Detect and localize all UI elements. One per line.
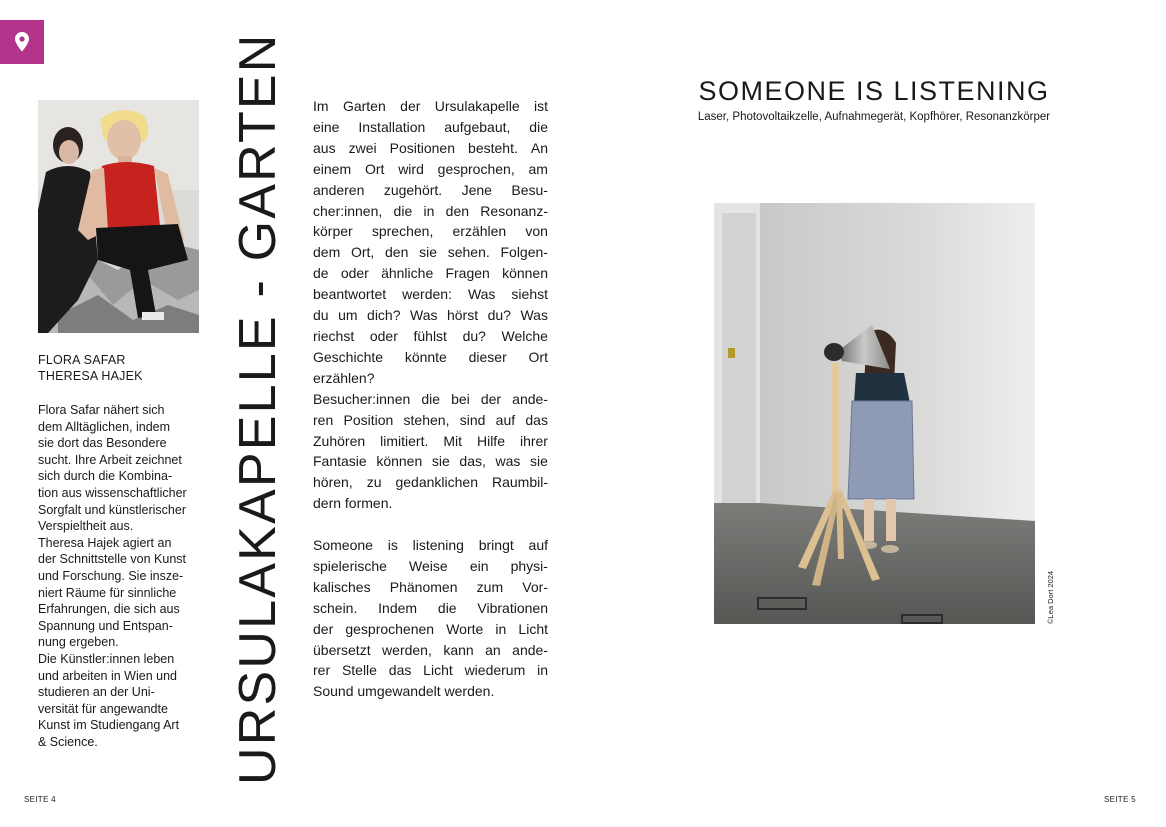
text-line: aus zwei Positionen besteht. An — [313, 139, 548, 156]
bio-line: der Schnittstelle von Kunst — [38, 552, 186, 567]
location-marker — [0, 20, 44, 64]
text-line: übersetzt werden, kann an ande- — [313, 641, 548, 658]
artists-bio — [38, 402, 210, 750]
text-line: dem Ort, den sie sehen. Folgen- — [313, 244, 548, 261]
text-line: erzählen? — [313, 369, 375, 386]
text-line: du um dich? Was hörst du? Was — [313, 307, 548, 324]
bio-line: Sorgfalt und künstlerischer — [38, 502, 186, 517]
text-line: eine Installation aufgebaut, die — [313, 118, 548, 135]
text-line: riechst oder fühlst du? Welche — [313, 327, 548, 344]
bio-line: Kunst im Studiengang Art — [38, 718, 180, 733]
text-line: Besucher:innen die bei der ande- — [313, 390, 548, 407]
text-line: anderen zugehört. Jene Besu- — [313, 181, 548, 198]
text-line: der gesprochenen Worte in Licht — [313, 620, 548, 637]
bio-line: Theresa Hajek agiert an — [38, 535, 172, 550]
text-line: ren Position stehen, sind auf das — [313, 411, 548, 428]
bio-line: & Science. — [38, 734, 98, 749]
location-title: URSULAKAPELLE - GARTEN — [229, 32, 287, 785]
bio-line: nung ergeben. — [38, 635, 119, 650]
text-line: beantwortet werden: Was siehst — [313, 286, 548, 303]
photo-credit: ©Lea Dort 2024 — [1046, 570, 1055, 624]
text-line: Zuhören limitiert. Mit Hilfe ihrer — [313, 432, 548, 449]
description-text — [313, 96, 548, 702]
page-number-left: SEITE 4 — [24, 795, 56, 804]
bio-line: Verspieltheit aus. — [38, 519, 134, 534]
text-line: spielerische Weise ein physi- — [313, 557, 548, 574]
text-line: hören, zu gedanklichen Raumbil- — [313, 474, 548, 491]
bio-line: Spannung und Entspan- — [38, 618, 173, 633]
text-line: Someone is listening bringt auf — [313, 537, 548, 554]
location-pin-icon — [12, 31, 32, 53]
bio-line: Flora Safar nähert sich — [38, 403, 165, 417]
bio-line: studieren an der Uni- — [38, 685, 155, 700]
text-line: Fantasie können sie das, was sie — [313, 453, 548, 470]
text-line: dern formen. — [313, 495, 393, 512]
bio-line: versität für angewandte — [38, 701, 168, 716]
bio-line: und arbeiten in Wien und — [38, 668, 177, 683]
bio-line: dem Alltäglichen, indem — [38, 419, 171, 434]
artist-name: FLORA SAFAR — [38, 353, 126, 367]
work-title: SOMEONE IS LISTENING — [698, 76, 1050, 106]
text-line: de oder ähnliche Fragen können — [313, 265, 548, 282]
installation-photo — [714, 203, 1035, 624]
text-line: rer Stelle das Licht wiederum in — [313, 662, 548, 679]
artists-photo — [38, 100, 199, 333]
page-number-right: SEITE 5 — [1104, 795, 1136, 804]
text-line: einem Ort wird gesprochen, am — [313, 160, 548, 177]
bio-line: und Forschung. Sie insze- — [38, 568, 184, 583]
bio-line: Erfahrungen, die sich aus — [38, 602, 180, 617]
text-line: schein. Indem die Vibrationen — [313, 599, 548, 616]
text-line: Im Garten der Ursulakapelle ist — [313, 98, 548, 114]
paragraph-gap — [313, 514, 548, 535]
text-line: körper sprechen, erzählen von — [313, 223, 548, 240]
bio-line: sich durch die Kombina- — [38, 469, 173, 484]
bio-line: sucht. Ihre Arbeit zeichnet — [38, 452, 182, 467]
bio-line: sie dort das Besondere — [38, 436, 167, 451]
bio-line: Die Künstler:innen leben — [38, 651, 175, 666]
text-line: Sound umgewandelt werden. — [313, 683, 495, 700]
bio-line: tion aus wissenschaftlicher — [38, 485, 187, 500]
text-line: kalisches Phänomen zum Vor- — [313, 578, 548, 595]
text-line: cher:innen, die in den Resonanz- — [313, 202, 548, 219]
bio-line: niert Räume für sinnliche — [38, 585, 177, 600]
work-materials: Laser, Photovoltaikzelle, Aufnahmegerät, Kopfhörer, Resonanzkörper — [697, 111, 1051, 123]
artist-names — [38, 352, 208, 384]
artist-name: THERESA HAJEK — [38, 369, 143, 383]
text-line: Geschichte könnte dieser Ort — [313, 348, 548, 365]
